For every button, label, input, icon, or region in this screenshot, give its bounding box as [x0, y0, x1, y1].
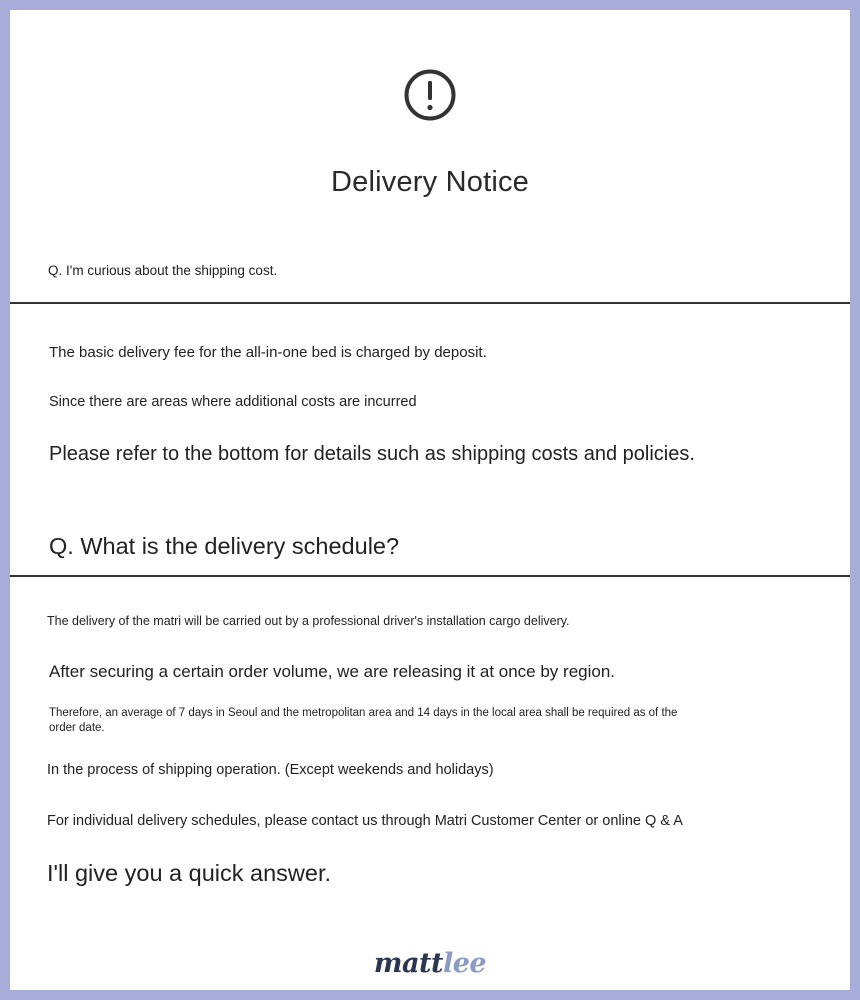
answer-line: Since there are areas where additional costs are incurred [49, 394, 417, 410]
logo-part-light: lee [442, 948, 487, 979]
answer-line: Please refer to the bottom for details such as shipping costs and policies. [49, 443, 695, 465]
answer-line: I'll give you a quick answer. [47, 860, 332, 886]
logo-part-dark: matt [373, 948, 443, 979]
delivery-schedule-question: Q. What is the delivery schedule? [49, 533, 400, 559]
brand-logo [10, 948, 850, 979]
answer-line: order date. [49, 722, 105, 734]
answer-line: For individual delivery schedules, please contact us through Matri Customer Center or online Q & A [47, 813, 683, 829]
answer-line: The delivery of the matri will be carried out by a professional driver's installation cargo delivery. [47, 614, 570, 628]
section-divider [10, 575, 850, 577]
answer-line: After securing a certain order volume, we are releasing it at once by region. [49, 662, 616, 681]
section-divider [10, 302, 850, 304]
delivery-notice-page [10, 10, 850, 990]
page-title: Delivery Notice [331, 166, 529, 198]
shipping-cost-question: Q. I'm curious about the shipping cost. [48, 263, 278, 278]
exclamation-circle-icon [404, 69, 456, 121]
answer-line: The basic delivery fee for the all-in-one bed is charged by deposit. [49, 344, 487, 361]
answer-line: In the process of shipping operation. (Except weekends and holidays) [47, 762, 494, 778]
answer-line: Therefore, an average of 7 days in Seoul and the metropolitan area and 14 days in the local area shall be required as of the [49, 707, 678, 719]
